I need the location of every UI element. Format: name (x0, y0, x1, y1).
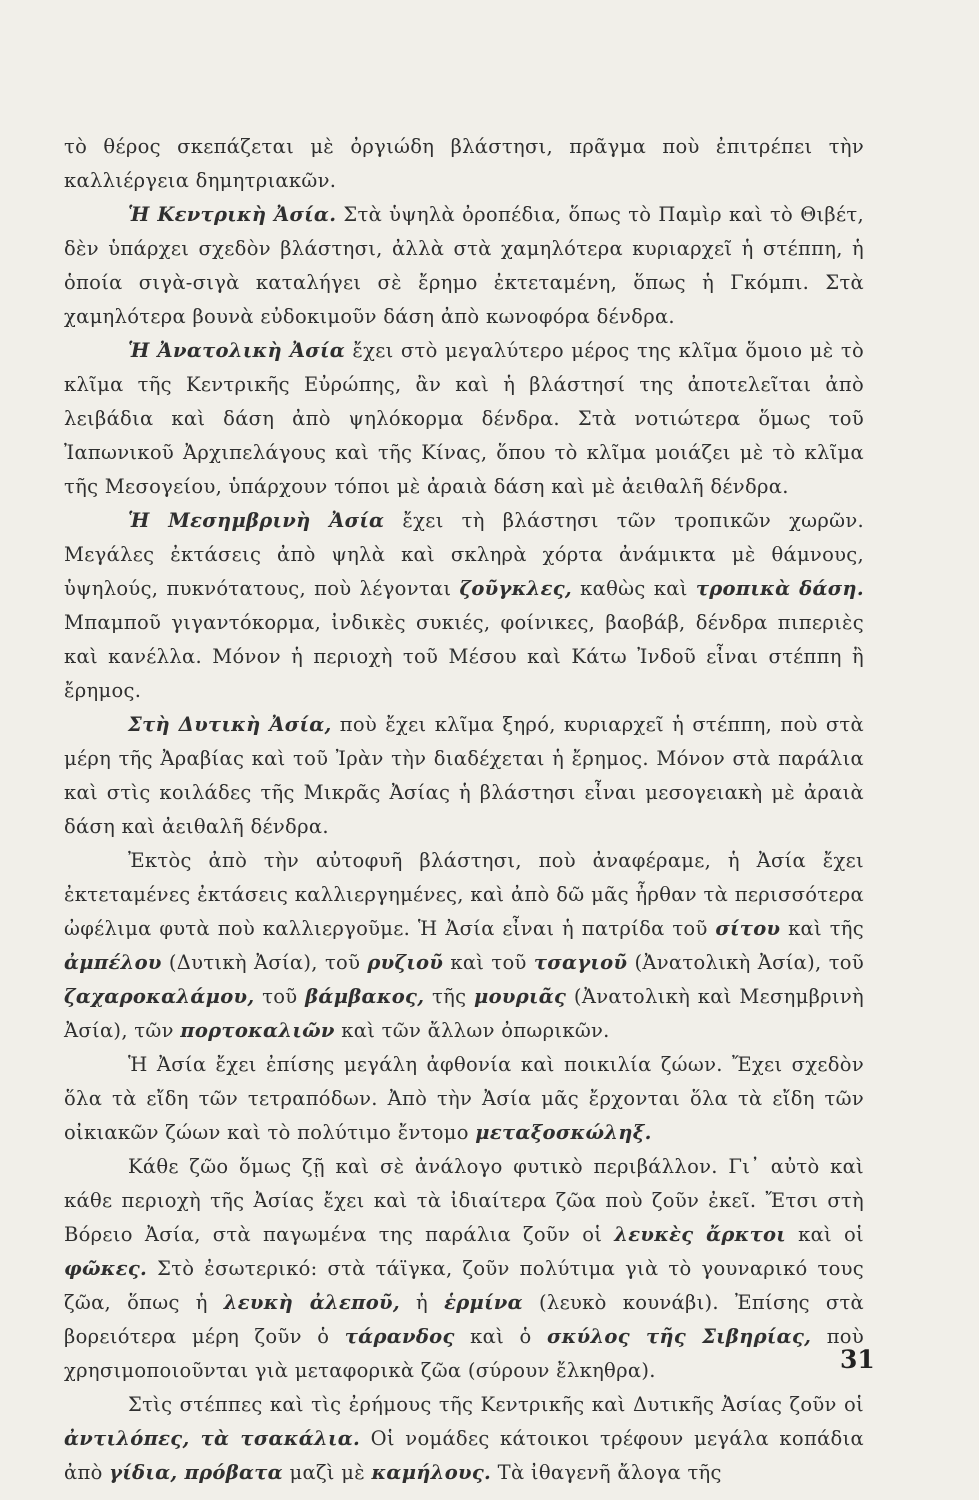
text-run: καὶ οἱ (786, 1223, 864, 1246)
page-number: 31 (840, 1345, 875, 1374)
text-run: ποὺ ἔχει κλῖμα ξηρό, κυριαρχεῖ ἡ στέππη, ποὺ στὰ μέρη τῆς Ἀραβίας καὶ τοῦ Ἰρὰν τὴν διαδέχεται ἡ ἔρημος. Μόνον στὰ παράλια καὶ στὶς κοιλάδες τῆς Μικρᾶς Ἀσίας ἡ βλάστησι εἶναι μεσογειακὴ μὲ ἀραιὰ δάση καὶ ἀειθαλῆ δένδρα. (64, 713, 864, 838)
text-run: καὶ ὁ (454, 1325, 548, 1348)
text-run: Στὶς στέππες καὶ τὶς ἐρήμους τῆς Κεντρικῆς καὶ Δυτικῆς Ἀσίας ζοῦν οἱ (128, 1393, 864, 1416)
text-run: καὶ τῶν ἄλλων ὀπωρικῶν. (334, 1019, 610, 1042)
emphasis-term: καμήλους. (371, 1461, 492, 1484)
emphasis-term: ρυζιοῦ (367, 951, 444, 974)
text-run: Ἡ Ἀσία ἔχει ἐπίσης μεγάλη ἀφθονία καὶ ποικιλία ζώων. Ἔχει σχεδὸν ὅλα τὰ εἴδη τῶν τετραπόδων. Ἀπὸ τὴν Ἀσία μᾶς ἔρχονται ὅλα τὰ εἴδη τῶν οἰκιακῶν ζώων καὶ τὸ πολύτιμο ἔντομο (64, 1053, 864, 1144)
emphasis-term: ζαχαροκαλάμου, (64, 985, 255, 1008)
text-run: ἡ (399, 1291, 445, 1314)
text-run: Κάθε ζῶο ὅμως ζῇ καὶ σὲ ἀνάλογο φυτικὸ περιβάλλον. Γι᾿ αὐτὸ καὶ κάθε περιοχὴ τῆς Ἀσίας ἔχει καὶ τὰ ἰδιαίτερα ζῶα ποὺ ζοῦν ἐκεῖ. Ἔτσι στὴ Βόρειο Ἀσία, στὰ παγωμένα της παράλια ζοῦν οἱ (64, 1155, 864, 1246)
emphasis-term: Ἡ Ἀνατολικὴ Ἀσία (128, 339, 346, 362)
text-run: Στὰ ὑψηλὰ ὀροπέδια, ὅπως τὸ Παμὶρ καὶ τὸ Θιβέτ, δὲν ὑπάρχει σχεδὸν βλάστησι, ἀλλὰ στὰ χαμηλότερα κυριαρχεῖ ἡ στέππη, ἡ ὁποία σιγὰ-σιγὰ καταλήγει σὲ ἔρημο ἐκτεταμένη, ὅπως ἡ Γκόμπι. Στὰ χαμηλότερα βουνὰ εὐδοκιμοῦν δάση ἀπὸ κωνοφόρα δένδρα. (64, 203, 864, 328)
text-run: (Δυτικὴ Ἀσία), τοῦ (161, 951, 368, 974)
emphasis-term: ζοῦγκλες, (459, 577, 572, 600)
text-run: καὶ τοῦ (443, 951, 534, 974)
paragraph (64, 1048, 864, 1150)
paragraph (64, 504, 864, 708)
emphasis-term: λευκὲς ἄρκτοι (614, 1223, 787, 1246)
emphasis-term: μουριᾶς (474, 985, 567, 1008)
paragraph (64, 708, 864, 844)
emphasis-term: γίδια, πρόβατα (109, 1461, 283, 1484)
emphasis-term: βάμβακος, (305, 985, 425, 1008)
emphasis-term: λευκὴ ἀλεποῦ, (223, 1291, 400, 1314)
emphasis-term: σκύλος τῆς Σιβηρίας, (547, 1325, 812, 1348)
emphasis-term: τσαγιοῦ (533, 951, 628, 974)
text-run: ἔχει τὴ βλάστησι τῶν τροπικῶν χωρῶν. Μεγάλες ἐκτάσεις ἀπὸ ψηλὰ καὶ σκληρὰ χόρτα ἀνάμικτα μὲ θάμνους, ὑψηλούς, πυκνότατους, ποὺ λέγονται (64, 509, 864, 600)
emphasis-term: τροπικὰ δάση. (695, 577, 864, 600)
emphasis-term: Ἡ Κεντρικὴ Ἀσία. (128, 203, 337, 226)
text-run: Τὰ ἰθαγενῆ ἄλογα τῆς (491, 1461, 722, 1484)
paragraph (64, 1150, 864, 1388)
paragraph (64, 844, 864, 1048)
emphasis-term: μεταξοσκώληξ. (475, 1121, 652, 1144)
paragraph (64, 334, 864, 504)
text-run: ἔχει στὸ μεγαλύτερο μέρος της κλῖμα ὅμοιο μὲ τὸ κλῖμα τῆς Κεντρικῆς Εὐρώπης, ἂν καὶ ἡ βλάστησί της ἀποτελεῖται ἀπὸ λειβάδια καὶ δάση ἀπὸ ψηλόκορμα δένδρα. Στὰ νοτιώτερα ὅμως τοῦ Ἰαπωνικοῦ Ἀρχιπελάγους καὶ τῆς Κίνας, ὅπου τὸ κλῖμα μοιάζει μὲ τὸ κλῖμα τῆς Μεσογείου, ὑπάρχουν τόποι μὲ ἀραιὰ δάση καὶ μὲ ἀειθαλῆ δένδρα. (64, 339, 864, 498)
text-run: Οἱ νομάδες κάτοικοι τρέφουν μεγάλα κοπάδια ἀπὸ (64, 1427, 864, 1484)
body-text (64, 130, 864, 1490)
emphasis-term: ἀντιλόπες, τὰ τσακάλια. (64, 1427, 361, 1450)
paragraph (64, 130, 864, 198)
text-run: τοῦ (254, 985, 306, 1008)
text-run: καὶ τῆς (780, 917, 864, 940)
emphasis-term: σίτου (715, 917, 781, 940)
text-run: (Ἀνατολικὴ Ἀσία), τοῦ (627, 951, 864, 974)
text-run: τὸ θέρος σκεπάζεται μὲ ὀργιώδη βλάστησι, πρᾶγμα ποὺ ἐπιτρέπει τὴν καλλιέργεια δημητριακῶν. (64, 135, 864, 192)
text-run: (λευκὸ κουνάβι). Ἐπίσης στὰ βορειότερα μέρη ζοῦν ὁ (64, 1291, 865, 1348)
emphasis-term: Ἡ Μεσημβρινὴ Ἀσία (128, 509, 385, 532)
text-run: μαζὶ μὲ (283, 1461, 372, 1484)
emphasis-term: φῶκες. (64, 1257, 148, 1280)
text-run: καθὼς καὶ (572, 577, 696, 600)
paragraph (64, 1388, 864, 1490)
text-run: (Ἀνατολικὴ καὶ Μεσημβρινὴ Ἀσία), τῶν (64, 985, 865, 1042)
emphasis-term: ἑρμίνα (444, 1291, 523, 1314)
text-run: Μπαμποῦ γιγαντόκορμα, ἰνδικὲς συκιές, φοίνικες, βαοβάβ, δένδρα πιπεριὲς καὶ κανέλλα. Μόνον ἡ περιοχὴ τοῦ Μέσου καὶ Κάτω Ἰνδοῦ εἶναι στέππη ἢ ἔρημος. (64, 611, 864, 702)
paragraph (64, 198, 864, 334)
text-run: τῆς (424, 985, 475, 1008)
text-run: ποὺ χρησιμοποιοῦνται γιὰ μεταφορικὰ ζῶα (σύρουν ἔλκηθρα). (64, 1325, 864, 1382)
emphasis-term: Στὴ Δυτικὴ Ἀσία, (128, 713, 332, 736)
emphasis-term: ἀμπέλου (64, 951, 162, 974)
text-run: Ἐκτὸς ἀπὸ τὴν αὐτοφυῆ βλάστησι, ποὺ ἀναφέραμε, ἡ Ἀσία ἔχει ἐκτεταμένες ἐκτάσεις καλλιεργημένες, καὶ ἀπὸ δῶ μᾶς ἦρθαν τὰ περισσότερα ὠφέλιμα φυτὰ ποὺ καλλιεργοῦμε. Ἡ Ἀσία εἶναι ἡ πατρίδα τοῦ (64, 849, 864, 940)
emphasis-term: τάρανδος (344, 1325, 455, 1348)
emphasis-term: πορτοκαλιῶν (180, 1019, 335, 1042)
text-run: Στὸ ἐσωτερικό: στὰ τάϊγκα, ζοῦν πολύτιμα γιὰ τὸ γουναρικό τους ζῶα, ὅπως ἡ (64, 1257, 864, 1314)
